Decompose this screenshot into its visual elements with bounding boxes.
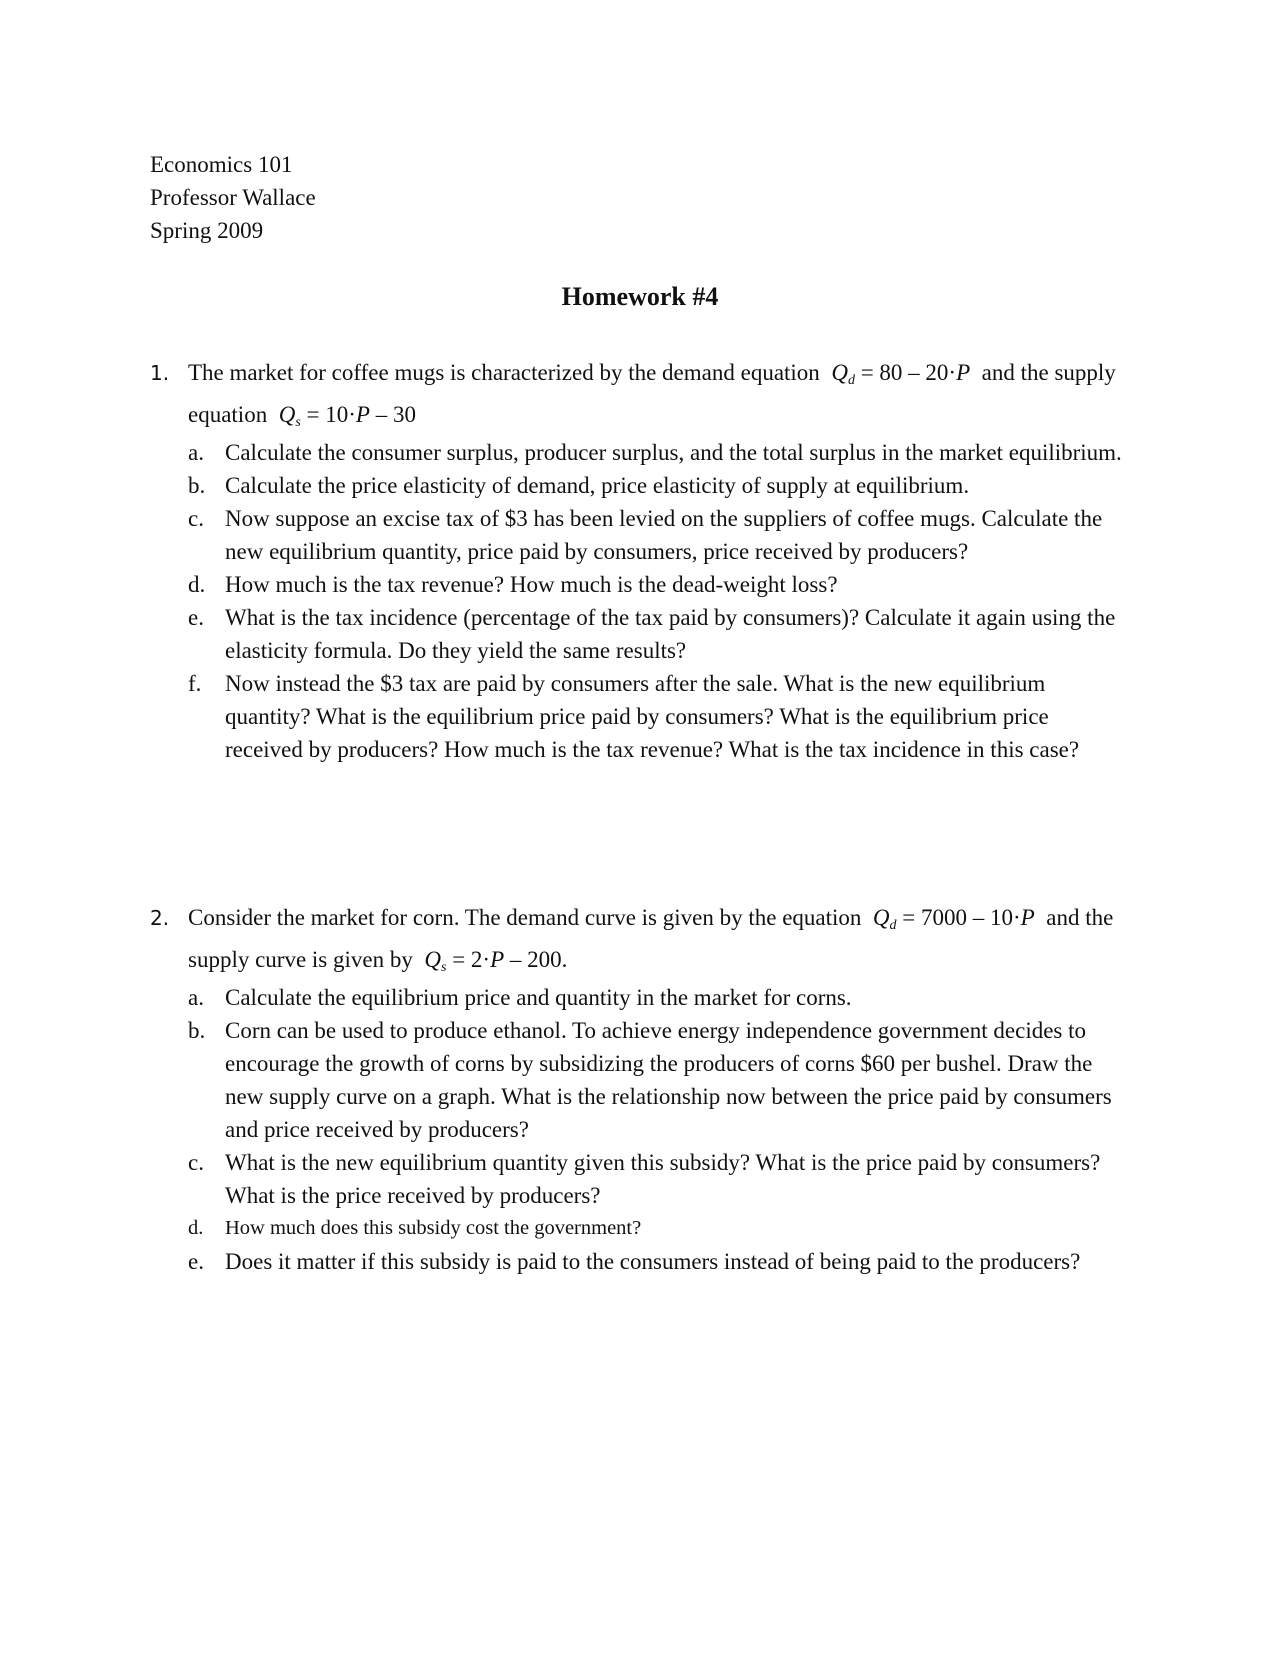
item-text: Calculate the equilibrium price and quantity in the market for corns. (225, 985, 852, 1010)
item-label: d. (188, 572, 206, 597)
supply-eq-const: – 30 (369, 402, 416, 427)
professor-name: Professor Wallace (150, 185, 316, 210)
item-label: b. (188, 1018, 206, 1043)
page-title: Homework #4 (561, 282, 719, 311)
item-label: c. (188, 506, 204, 531)
course-name: Economics 101 (150, 152, 293, 177)
demand-eq-lhs: Q (872, 905, 890, 930)
sub-question-list (188, 436, 1130, 766)
question-number: 1. (150, 361, 170, 385)
supply-equation (273, 402, 416, 430)
item-label: f. (188, 671, 202, 696)
demand-eq-rhs: = 80 – 20· (860, 360, 957, 385)
intro-text: Consider the market for corn. The demand curve is given by the equation (188, 905, 862, 930)
demand-eq-rhs: = 7000 – 10· (902, 905, 1021, 930)
demand-eq-var: P (1020, 905, 1035, 930)
list-item (188, 502, 1130, 568)
supply-eq-var: P (490, 947, 505, 972)
intro-text-middle: and the supply curve is given by (188, 905, 1114, 972)
supply-eq-var: P (355, 402, 370, 427)
item-label: a. (188, 440, 204, 465)
list-item (188, 469, 1130, 502)
supply-equation (419, 947, 562, 975)
item-text: Corn can be used to produce ethanol. To achieve energy independence government decides to encourage the growth of corns by subsidizing the producers of corns $60 per bushel. Draw the new supply curve on a graph. What is the relationship now between the price paid by consumers and price received by producers? (225, 1018, 1112, 1142)
supply-eq-rhs: = 2· (452, 947, 491, 972)
supply-eq-sub: s (440, 960, 447, 975)
item-text: Now suppose an excise tax of $3 has been levied on the suppliers of coffee mugs. Calculate the new equilibrium quantity, price paid by consumers, price received by producers? (225, 506, 1103, 564)
list-item (188, 601, 1130, 667)
item-label: d. (188, 1217, 204, 1239)
intro-text-middle: and the supply equation (188, 360, 1116, 427)
question-1 (150, 352, 1130, 766)
item-text: How much does this subsidy cost the government? (225, 1217, 642, 1239)
item-label: e. (188, 605, 204, 630)
question-intro (188, 352, 1130, 436)
list-item (188, 1146, 1130, 1212)
list-item (188, 568, 1130, 601)
item-text: Calculate the price elasticity of demand, price elasticity of supply at equilibrium. (225, 473, 970, 498)
course-header (150, 148, 316, 247)
sub-question-list (188, 981, 1130, 1278)
question-intro (188, 897, 1130, 981)
demand-eq-sub: d (889, 918, 897, 933)
demand-equation (867, 905, 1040, 933)
item-label: a. (188, 985, 204, 1010)
list-item (188, 436, 1130, 469)
item-text: How much is the tax revenue? How much is the dead-weight loss? (225, 572, 838, 597)
item-text: Now instead the $3 tax are paid by consumers after the sale. What is the new equilibrium quantity? What is the equilibrium price paid by consumers? What is the equilibrium price received by producers? How much is the tax revenue? What is the tax incidence in this case? (225, 671, 1080, 762)
supply-eq-rhs: = 10· (306, 402, 356, 427)
list-item (188, 1212, 1130, 1245)
list-item (188, 667, 1130, 766)
intro-text-end: . (561, 947, 568, 972)
question-2 (150, 897, 1130, 1278)
question-number: 2. (150, 906, 170, 930)
demand-eq-var: P (956, 360, 971, 385)
item-label: b. (188, 473, 206, 498)
demand-equation (826, 360, 976, 388)
supply-eq-lhs: Q (278, 402, 296, 427)
term: Spring 2009 (150, 218, 264, 243)
list-item (188, 1014, 1130, 1146)
supply-eq-sub: s (295, 415, 301, 430)
supply-eq-lhs: Q (424, 947, 441, 972)
item-label: e. (188, 1249, 204, 1274)
item-text: Calculate the consumer surplus, producer surplus, and the total surplus in the market equilibrium. (225, 440, 1122, 465)
demand-eq-sub: d (847, 373, 855, 388)
list-item (188, 1245, 1130, 1278)
item-text: Does it matter if this subsidy is paid to the consumers instead of being paid to the producers? (225, 1249, 1081, 1274)
item-text: What is the tax incidence (percentage of the tax paid by consumers)? Calculate it again using the elasticity formula. Do they yield the same results? (225, 605, 1116, 663)
demand-eq-lhs: Q (831, 360, 848, 385)
item-text: What is the new equilibrium quantity given this subsidy? What is the price paid by consumers? What is the price received by producers? (225, 1150, 1101, 1208)
item-label: c. (188, 1150, 204, 1175)
intro-text: The market for coffee mugs is characterized by the demand equation (188, 360, 820, 385)
list-item (188, 981, 1130, 1014)
supply-eq-const: – 200 (504, 947, 562, 972)
